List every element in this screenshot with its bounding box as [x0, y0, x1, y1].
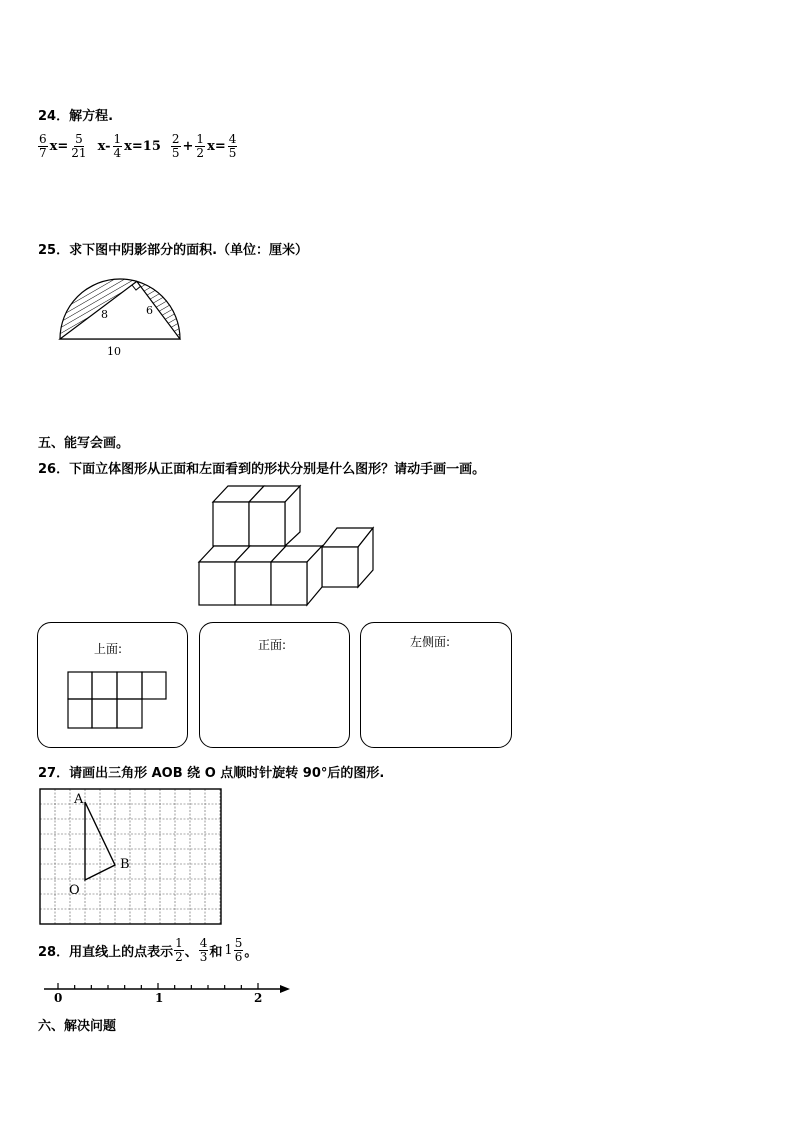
eq3-frac-b: $\frac{1}{2}$	[196, 132, 205, 160]
top-view-grid	[66, 670, 170, 732]
tick-label-2: 2	[254, 991, 263, 1005]
rotation-grid[interactable]	[38, 788, 224, 928]
q26-title: 26．下面立体图形从正面和左面看到的形状分别是什么图形？请动手画一画。	[38, 462, 486, 477]
eq1-frac-a: $\frac{6}{7}$	[39, 132, 47, 160]
eq2-post: x=15	[124, 139, 161, 154]
label-8: 8	[101, 308, 108, 321]
q24-title: 24．解方程.	[38, 109, 114, 124]
number-line[interactable]	[38, 978, 296, 1008]
top-view-label: 上面:	[94, 642, 123, 656]
section6-title: 六、解决问题	[38, 1019, 117, 1034]
eq3-frac-c: $\frac{4}{5}$	[228, 132, 237, 160]
q24-equations	[37, 133, 238, 160]
eq2-pre: x-	[97, 139, 111, 154]
eq1-mid: x=	[49, 139, 69, 154]
tick-label-0: 0	[54, 991, 63, 1005]
tick-label-1: 1	[155, 991, 164, 1005]
point-b-label: B	[120, 857, 130, 872]
eq3-plus: +	[182, 139, 194, 154]
q27-title: 27．请画出三角形 AOB 绕 O 点顺时针旋转 90°后的图形.	[38, 766, 385, 781]
frac-five-sixths: $\frac{5}{6}$	[234, 936, 243, 964]
point-a-label: A	[74, 792, 84, 807]
q28-title: 28．用直线上的点表示 $\frac{1}{2}$ 、 $\frac{4}{3}$ 和 1 $\frac{5}{6}$ 。	[38, 936, 258, 964]
eq3-mid: x=	[207, 139, 226, 154]
point-o-label: O	[69, 883, 80, 898]
semicircle-figure	[50, 270, 200, 360]
eq2-frac-a: $\frac{1}{4}$	[113, 132, 122, 160]
eq1-frac-b: $\frac{5}{21}$	[71, 132, 87, 160]
section5-title: 五、能写会画。	[38, 436, 130, 451]
left-view-label: 左侧面:	[410, 635, 451, 649]
cube-figure	[195, 480, 380, 610]
front-view-label: 正面:	[258, 638, 287, 652]
frac-one-half: $\frac{1}{2}$	[175, 936, 183, 964]
frac-four-thirds: $\frac{4}{3}$	[199, 936, 208, 964]
label-10: 10	[107, 345, 121, 358]
q25-title: 25．求下图中阴影部分的面积.（单位：厘米）	[38, 243, 309, 258]
label-6: 6	[146, 304, 153, 317]
eq3-frac-a: $\frac{2}{5}$	[171, 132, 180, 160]
